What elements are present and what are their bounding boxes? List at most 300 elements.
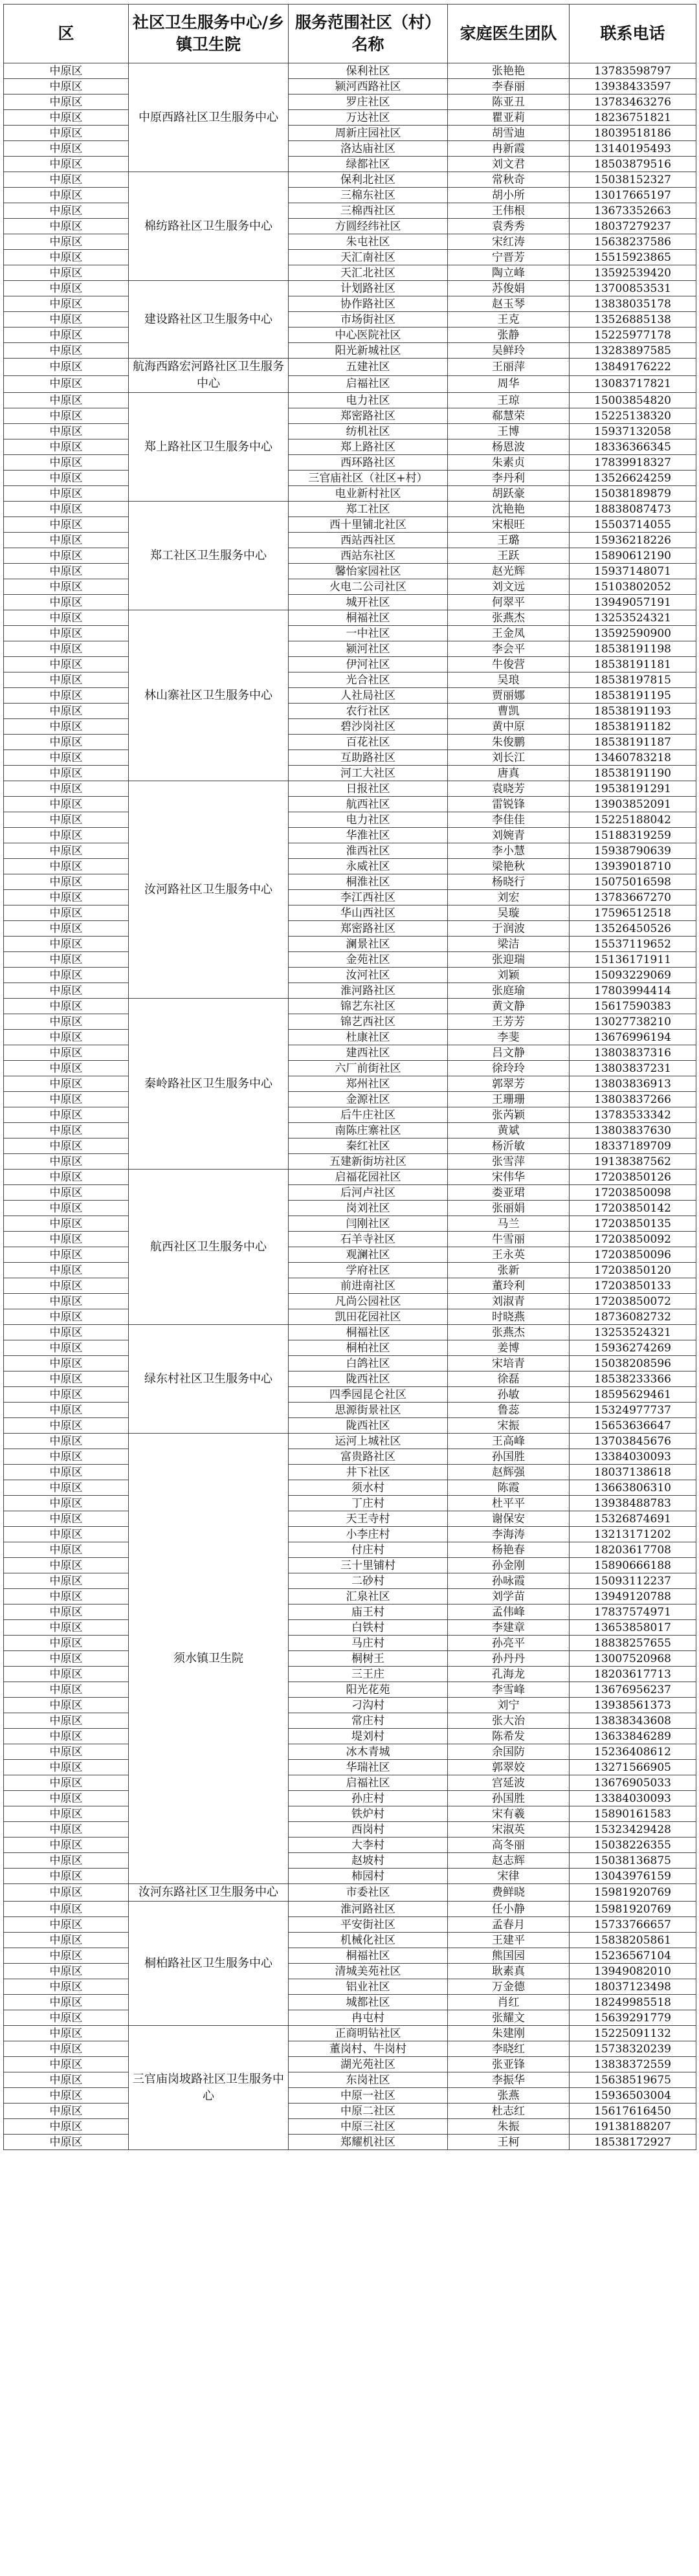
district-cell: 中原区 [4, 1061, 129, 1076]
phone-cell: 13803836913 [570, 1076, 696, 1092]
district-cell: 中原区 [4, 952, 129, 968]
district-cell: 中原区 [4, 1948, 129, 1964]
phone-cell: 15890612190 [570, 548, 696, 564]
service-area-cell: 郑密路社区 [289, 408, 448, 424]
doctor-team-cell: 刘淑青 [448, 1294, 570, 1309]
district-cell: 中原区 [4, 874, 129, 890]
phone-cell: 13803837231 [570, 1061, 696, 1076]
district-cell: 中原区 [4, 1698, 129, 1713]
service-area-cell: 桐柏社区 [289, 1340, 448, 1356]
district-cell: 中原区 [4, 1201, 129, 1216]
doctor-team-cell: 张燕杰 [448, 610, 570, 626]
district-cell: 中原区 [4, 1713, 129, 1729]
doctor-team-cell: 李雪峰 [448, 1682, 570, 1698]
district-cell: 中原区 [4, 719, 129, 735]
phone-cell: 18037138618 [570, 1465, 696, 1480]
district-cell: 中原区 [4, 63, 129, 79]
table-row [4, 1558, 696, 1573]
doctor-team-cell: 张燕 [448, 2088, 570, 2104]
service-area-cell: 启福花园社区 [289, 1170, 448, 1185]
district-cell: 中原区 [4, 1418, 129, 1434]
phone-cell: 13938488783 [570, 1496, 696, 1511]
doctor-team-cell: 刘婉青 [448, 828, 570, 843]
service-area-cell: 桐福社区 [289, 1325, 448, 1340]
district-cell: 中原区 [4, 1356, 129, 1371]
header-row [4, 5, 696, 63]
service-area-cell: 冰木青城 [289, 1744, 448, 1760]
service-area-cell: 李江西社区 [289, 890, 448, 905]
district-cell: 中原区 [4, 1216, 129, 1232]
service-area-cell: 三棉西社区 [289, 203, 448, 219]
phone-cell: 18838257655 [570, 1636, 696, 1651]
table-row [4, 1216, 696, 1232]
phone-cell: 15093229069 [570, 968, 696, 983]
district-cell: 中原区 [4, 921, 129, 937]
service-area-cell: 庙王村 [289, 1604, 448, 1620]
phone-cell: 17203850096 [570, 1247, 696, 1263]
phone-cell: 13526450526 [570, 921, 696, 937]
service-area-cell: 光合社区 [289, 672, 448, 688]
table-row [4, 471, 696, 486]
phone-cell: 13460783218 [570, 750, 696, 766]
phone-cell: 13676956237 [570, 1682, 696, 1698]
table-row [4, 265, 696, 281]
doctor-team-cell: 宋淑英 [448, 1822, 570, 1838]
district-cell: 中原区 [4, 564, 129, 579]
district-cell: 中原区 [4, 859, 129, 874]
phone-cell: 15093112237 [570, 1573, 696, 1589]
service-area-cell: 凯田花园社区 [289, 1309, 448, 1325]
service-area-cell: 石羊寺社区 [289, 1232, 448, 1247]
center-name-cell: 航海西路宏河路社区卫生服务中心 [129, 359, 289, 393]
header-phone: 联系电话 [570, 5, 696, 63]
phone-cell: 15236408612 [570, 1744, 696, 1760]
service-area-cell: 常庄村 [289, 1713, 448, 1729]
district-cell: 中原区 [4, 1620, 129, 1636]
phone-cell: 13140195493 [570, 141, 696, 157]
table-row [4, 564, 696, 579]
table-row [4, 1838, 696, 1853]
service-area-cell: 颍河西路社区 [289, 79, 448, 94]
phone-cell: 15738320239 [570, 2041, 696, 2057]
center-name-cell: 汝河路社区卫生服务中心 [129, 781, 289, 999]
table-row [4, 1092, 696, 1107]
table-row [4, 983, 696, 999]
phone-cell: 17203850142 [570, 1201, 696, 1216]
district-cell: 中原区 [4, 750, 129, 766]
phone-cell: 15075016598 [570, 874, 696, 890]
doctor-team-cell: 李晓红 [448, 2041, 570, 2057]
table-row [4, 719, 696, 735]
phone-cell: 13803837266 [570, 1092, 696, 1107]
doctor-team-cell: 娄亚珺 [448, 1185, 570, 1201]
service-area-cell: 计划路社区 [289, 281, 448, 296]
service-area-cell: 保利北社区 [289, 172, 448, 188]
district-cell: 中原区 [4, 1138, 129, 1154]
phone-cell: 15617616450 [570, 2104, 696, 2119]
table-row [4, 375, 696, 393]
service-area-cell: 城开社区 [289, 595, 448, 610]
service-area-cell: 西十里铺北社区 [289, 517, 448, 533]
service-area-cell: 一中社区 [289, 626, 448, 641]
service-area-cell: 中原三社区 [289, 2119, 448, 2135]
district-cell: 中原区 [4, 1806, 129, 1822]
service-area-cell: 华淮社区 [289, 828, 448, 843]
center-name-cell: 建设路社区卫生服务中心 [129, 281, 289, 359]
service-area-cell: 淮河路社区 [289, 1902, 448, 1917]
service-area-cell: 电业新村社区 [289, 486, 448, 502]
table-row [4, 1449, 696, 1465]
service-area-cell: 伊河社区 [289, 657, 448, 672]
header-district: 区 [4, 5, 129, 63]
service-area-cell: 天王寺村 [289, 1511, 448, 1527]
doctor-team-cell: 吴鲜玲 [448, 343, 570, 359]
service-area-cell: 方圆经纬社区 [289, 219, 448, 234]
phone-cell: 13939018710 [570, 859, 696, 874]
service-area-cell: 阳光新城社区 [289, 343, 448, 359]
district-cell: 中原区 [4, 1092, 129, 1107]
doctor-team-cell: 朱俊鹏 [448, 735, 570, 750]
table-row [4, 1682, 696, 1698]
doctor-team-cell: 王博 [448, 424, 570, 439]
phone-cell: 15638519675 [570, 2072, 696, 2088]
district-cell: 中原区 [4, 2041, 129, 2057]
district-cell: 中原区 [4, 1076, 129, 1092]
district-cell: 中原区 [4, 905, 129, 921]
district-cell: 中原区 [4, 1247, 129, 1263]
service-area-cell: 凡尚公园社区 [289, 1294, 448, 1309]
table-row [4, 219, 696, 234]
table-row [4, 1371, 696, 1387]
phone-cell: 18538197815 [570, 672, 696, 688]
district-cell: 中原区 [4, 937, 129, 952]
district-cell: 中原区 [4, 1294, 129, 1309]
service-area-cell: 阳光花苑 [289, 1682, 448, 1698]
phone-cell: 15003854820 [570, 393, 696, 408]
table-row [4, 797, 696, 812]
service-area-cell: 冉屯村 [289, 2010, 448, 2026]
district-cell: 中原区 [4, 1154, 129, 1170]
phone-cell: 13083717821 [570, 375, 696, 393]
service-area-cell: 学府社区 [289, 1263, 448, 1278]
district-cell: 中原区 [4, 626, 129, 641]
district-cell: 中原区 [4, 1325, 129, 1340]
doctor-team-cell: 李斐 [448, 1030, 570, 1045]
table-row [4, 1340, 696, 1356]
doctor-team-cell: 宁晋芳 [448, 250, 570, 265]
table-row [4, 1791, 696, 1806]
phone-cell: 15515923865 [570, 250, 696, 265]
phone-cell: 17203850092 [570, 1232, 696, 1247]
district-cell: 中原区 [4, 812, 129, 828]
phone-cell: 15936274269 [570, 1340, 696, 1356]
table-row [4, 328, 696, 343]
district-cell: 中原区 [4, 1185, 129, 1201]
service-area-cell: 河工大社区 [289, 766, 448, 781]
phone-cell: 13027738210 [570, 1014, 696, 1030]
district-cell: 中原区 [4, 1902, 129, 1917]
district-cell: 中原区 [4, 983, 129, 999]
table-row [4, 1589, 696, 1604]
district-cell: 中原区 [4, 439, 129, 455]
doctor-team-cell: 黄中原 [448, 719, 570, 735]
doctor-team-cell: 高冬丽 [448, 1838, 570, 1853]
doctor-team-cell: 徐磊 [448, 1371, 570, 1387]
district-cell: 中原区 [4, 234, 129, 250]
phone-cell: 13676996194 [570, 1030, 696, 1045]
doctor-team-cell: 宋伟华 [448, 1170, 570, 1185]
service-area-cell: 航西社区 [289, 797, 448, 812]
doctor-team-cell: 王璐 [448, 533, 570, 548]
doctor-team-cell: 熊国园 [448, 1948, 570, 1964]
table-row [4, 172, 696, 188]
table-row [4, 1979, 696, 1995]
district-cell: 中原区 [4, 1371, 129, 1387]
district-cell: 中原区 [4, 2026, 129, 2041]
service-area-cell: 市场街社区 [289, 312, 448, 328]
doctor-team-cell: 冉新霞 [448, 141, 570, 157]
doctor-team-cell: 肖红 [448, 1995, 570, 2010]
doctor-team-cell: 陈希发 [448, 1729, 570, 1744]
table-row [4, 439, 696, 455]
table-row [4, 533, 696, 548]
doctor-team-cell: 王柯 [448, 2135, 570, 2150]
table-row [4, 1387, 696, 1403]
table-row [4, 1403, 696, 1418]
table-row [4, 1869, 696, 1884]
doctor-team-cell: 郭翠芳 [448, 1076, 570, 1092]
table-row [4, 999, 696, 1014]
table-row [4, 1948, 696, 1964]
phone-cell: 15225977178 [570, 328, 696, 343]
service-area-cell: 四季园昆仑社区 [289, 1387, 448, 1403]
table-row [4, 408, 696, 424]
district-cell: 中原区 [4, 110, 129, 126]
district-cell: 中原区 [4, 1995, 129, 2010]
doctor-team-cell: 姜博 [448, 1340, 570, 1356]
district-cell: 中原区 [4, 1558, 129, 1573]
district-cell: 中原区 [4, 1589, 129, 1604]
doctor-team-cell: 李建章 [448, 1620, 570, 1636]
phone-cell: 15981920769 [570, 1902, 696, 1917]
phone-cell: 15937148071 [570, 564, 696, 579]
service-area-cell: 万达社区 [289, 110, 448, 126]
table-row [4, 1045, 696, 1061]
service-area-cell: 碧沙岗社区 [289, 719, 448, 735]
center-name-cell: 航西社区卫生服务中心 [129, 1170, 289, 1325]
doctor-team-cell: 袁秀秀 [448, 219, 570, 234]
table-row [4, 1496, 696, 1511]
service-area-cell: 火电二公司社区 [289, 579, 448, 595]
table-row [4, 1014, 696, 1030]
doctor-team-cell: 陈霞 [448, 1480, 570, 1496]
table-row [4, 2010, 696, 2026]
phone-cell: 13783533342 [570, 1107, 696, 1123]
table-row [4, 141, 696, 157]
service-area-cell: 马庄村 [289, 1636, 448, 1651]
doctor-team-cell: 徐玲玲 [448, 1061, 570, 1076]
doctor-team-cell: 宋培青 [448, 1356, 570, 1371]
phone-cell: 13526624259 [570, 471, 696, 486]
doctor-team-cell: 胡雪迪 [448, 126, 570, 141]
service-area-cell: 六厂前街社区 [289, 1061, 448, 1076]
district-cell: 中原区 [4, 328, 129, 343]
district-cell: 中原区 [4, 1465, 129, 1480]
service-area-cell: 三官庙社区（社区+村） [289, 471, 448, 486]
doctor-team-cell: 李海涛 [448, 1527, 570, 1542]
service-area-cell: 岗刘社区 [289, 1201, 448, 1216]
phone-cell: 13253524321 [570, 610, 696, 626]
doctor-team-cell: 李会平 [448, 641, 570, 657]
service-area-cell: 闫刚社区 [289, 1216, 448, 1232]
table-row [4, 2057, 696, 2072]
district-cell: 中原区 [4, 1667, 129, 1682]
table-row [4, 812, 696, 828]
service-area-cell: 互助路社区 [289, 750, 448, 766]
phone-cell: 18736082732 [570, 1309, 696, 1325]
doctor-team-cell: 宋振 [448, 1418, 570, 1434]
service-area-cell: 郑密路社区 [289, 921, 448, 937]
table-row [4, 486, 696, 502]
district-cell: 中原区 [4, 533, 129, 548]
table-row [4, 672, 696, 688]
phone-cell: 13007520968 [570, 1651, 696, 1667]
phone-cell: 19138387562 [570, 1154, 696, 1170]
phone-cell: 13663806310 [570, 1480, 696, 1496]
phone-cell: 13903852091 [570, 797, 696, 812]
doctor-team-cell: 杨沂敏 [448, 1138, 570, 1154]
service-area-cell: 电力社区 [289, 393, 448, 408]
phone-cell: 15038208596 [570, 1356, 696, 1371]
doctor-team-cell: 陈亚丑 [448, 94, 570, 110]
service-area-cell: 郑耀机社区 [289, 2135, 448, 2150]
table-row [4, 704, 696, 719]
district-cell: 中原区 [4, 2104, 129, 2119]
phone-cell: 18538191190 [570, 766, 696, 781]
district-cell: 中原区 [4, 1822, 129, 1838]
table-row [4, 1995, 696, 2010]
doctor-team-cell: 孙亮平 [448, 1636, 570, 1651]
doctor-team-cell: 杜平平 [448, 1496, 570, 1511]
district-cell: 中原区 [4, 1232, 129, 1247]
service-area-cell: 朱屯社区 [289, 234, 448, 250]
phone-cell: 17203850072 [570, 1294, 696, 1309]
doctor-team-cell: 胡小所 [448, 188, 570, 203]
service-area-cell: 百花社区 [289, 735, 448, 750]
doctor-team-cell: 余国防 [448, 1744, 570, 1760]
district-cell: 中原区 [4, 1480, 129, 1496]
phone-cell: 13783667270 [570, 890, 696, 905]
service-area-cell: 金苑社区 [289, 952, 448, 968]
phone-cell: 17839918327 [570, 455, 696, 471]
service-area-cell: 金源社区 [289, 1092, 448, 1107]
service-area-cell: 三棉东社区 [289, 188, 448, 203]
service-area-cell: 清城美苑社区 [289, 1964, 448, 1979]
phone-cell: 13676905033 [570, 1775, 696, 1791]
district-cell: 中原区 [4, 1340, 129, 1356]
district-cell: 中原区 [4, 1542, 129, 1558]
center-name-cell: 汝河东路社区卫生服务中心 [129, 1884, 289, 1902]
district-cell: 中原区 [4, 641, 129, 657]
doctor-team-cell: 王丽萍 [448, 359, 570, 376]
doctor-team-cell: 李小慧 [448, 843, 570, 859]
phone-cell: 18538191181 [570, 657, 696, 672]
table-row [4, 2135, 696, 2150]
doctor-team-cell: 王珊珊 [448, 1092, 570, 1107]
doctor-team-cell: 张芮颖 [448, 1107, 570, 1123]
district-cell: 中原区 [4, 1729, 129, 1744]
doctor-team-cell: 张大治 [448, 1713, 570, 1729]
service-area-cell: 纺机社区 [289, 424, 448, 439]
district-cell: 中原区 [4, 797, 129, 812]
district-cell: 中原区 [4, 1933, 129, 1948]
phone-cell: 13803837630 [570, 1123, 696, 1138]
table-row [4, 1822, 696, 1838]
service-area-cell: 西站东社区 [289, 548, 448, 564]
service-area-cell: 付庄村 [289, 1542, 448, 1558]
table-row [4, 595, 696, 610]
service-area-cell: 东岗社区 [289, 2072, 448, 2088]
phone-cell: 13283897585 [570, 343, 696, 359]
service-area-cell: 董岗村、牛岗村 [289, 2041, 448, 2057]
table-row [4, 1573, 696, 1589]
service-area-cell: 西环路社区 [289, 455, 448, 471]
district-cell: 中原区 [4, 1403, 129, 1418]
service-area-cell: 淮河路社区 [289, 983, 448, 999]
doctor-team-cell: 宋律 [448, 1869, 570, 1884]
service-area-cell: 白鸽社区 [289, 1356, 448, 1371]
doctor-team-cell: 梁洁 [448, 937, 570, 952]
district-cell: 中原区 [4, 517, 129, 533]
service-area-cell: 前进南社区 [289, 1278, 448, 1294]
phone-cell: 15838205861 [570, 1933, 696, 1948]
doctor-team-cell: 张新 [448, 1263, 570, 1278]
table-row [4, 1542, 696, 1558]
table-row [4, 79, 696, 94]
doctor-team-cell: 朱建刚 [448, 2026, 570, 2041]
service-area-cell: 中心医院社区 [289, 328, 448, 343]
doctor-team-cell: 周华 [448, 375, 570, 393]
phone-cell: 18249985518 [570, 1995, 696, 2010]
table-row [4, 1201, 696, 1216]
phone-cell: 18538191193 [570, 704, 696, 719]
table-row [4, 2041, 696, 2057]
doctor-team-cell: 李振华 [448, 2072, 570, 2088]
phone-cell: 17203850133 [570, 1278, 696, 1294]
doctor-team-cell: 宋红涛 [448, 234, 570, 250]
district-cell: 中原区 [4, 1030, 129, 1045]
doctor-team-cell: 王伟根 [448, 203, 570, 219]
table-row [4, 610, 696, 626]
service-area-cell: 协作路社区 [289, 296, 448, 312]
phone-cell: 15638237586 [570, 234, 696, 250]
district-cell: 中原区 [4, 455, 129, 471]
doctor-team-cell: 张亚锋 [448, 2057, 570, 2072]
table-row [4, 579, 696, 595]
service-area-cell: 西站西社区 [289, 533, 448, 548]
district-cell: 中原区 [4, 1917, 129, 1933]
table-row [4, 641, 696, 657]
doctor-team-cell: 雷锐锋 [448, 797, 570, 812]
table-row [4, 517, 696, 533]
table-row [4, 1138, 696, 1154]
table-row [4, 1933, 696, 1948]
doctor-team-cell: 刘文君 [448, 157, 570, 172]
table-row [4, 1076, 696, 1092]
table-row [4, 2104, 696, 2119]
table-row [4, 1170, 696, 1185]
center-name-cell: 三官庙岗坡路社区卫生服务中心 [129, 2026, 289, 2150]
